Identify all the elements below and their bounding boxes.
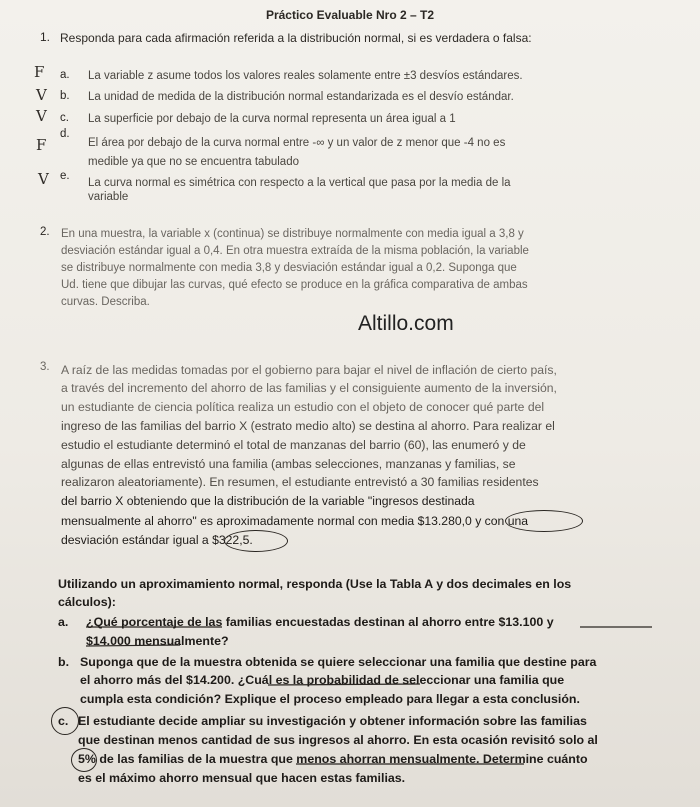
q1-e-text-2: variable (88, 191, 129, 203)
q3-line-10: desviación estándar igual a $322,5. (61, 533, 253, 547)
q3-line-6: algunas de ellas entrevistó una familia (ambas selecciones, manzanas y familias, se (61, 457, 516, 471)
q3-c-text-3: 5% de las familias de la muestra que menos ahorran mensualmente. Determine cuánto (78, 752, 588, 766)
watermark-text: Altillo.com (358, 312, 454, 335)
q3-c-text-4: es el máximo ahorro mensual que hacen estas familias. (78, 771, 406, 785)
q2-line-2: desviación estándar igual a 0,4. En otra muestra extraída de la misma población, la variable (61, 245, 529, 257)
q3-b-text-3: cumpla esta condición? Explique el proceso empleado para llegar a esta conclusión. (80, 692, 580, 706)
page-title: Práctico Evaluable Nro 2 – T2 (265, 8, 435, 22)
q3-b-text-2: el ahorro más del $14.200. ¿Cuál es la probabilidad de seleccionar una familia que (80, 673, 565, 687)
q2-line-5: curvas. Describa. (61, 296, 150, 308)
q2-line-4: Ud. tiene que dibujar las curvas, qué efecto se produce en la gráfica comparativa de ambas (61, 279, 528, 291)
q3-c-letter: c. (58, 714, 69, 728)
q1-c-mark: V (36, 107, 47, 125)
q1-d-text-2: medible ya que no se encuentra tabulado (88, 156, 299, 168)
q3-line-7: realizaron aleatoriamente). En resumen, el estudiante entrevistó a 30 familias residentes (61, 475, 539, 489)
q3-b-text-1: Suponga que de la muestra obtenida se quiere seleccionar una familia que destine para (80, 655, 597, 669)
q1-b-letter: b. (60, 90, 70, 102)
q3-line-1: A raíz de las medidas tomadas por el gobierno para bajar el nivel de inflación de cierto país, (61, 363, 557, 377)
q2-line-1: En una muestra, la variable x (continua) se distribuye normalmente con media igual a 3,8 y (61, 228, 524, 240)
q1-d-letter: d. (60, 128, 70, 140)
q3-a-text-1: ¿Qué porcentaje de las familias encuestadas destinan al ahorro entre $13.100 y (86, 615, 554, 629)
q1-a-text: La variable z asume todos los valores reales solamente entre ±3 desvíos estándares. (88, 70, 523, 82)
q3-a-text-2: $14.000 mensualmente? (86, 634, 229, 648)
q3-c-text-2: que destinan menos cantidad de sus ingresos al ahorro. En esta ocasión revisitó solo al (78, 733, 598, 747)
q3-a-letter: a. (58, 615, 69, 629)
q1-c-letter: c. (60, 112, 69, 124)
q1-e-mark: V (38, 170, 49, 188)
q2-line-3: se distribuye normalmente con media 3,8 y desviación estándar igual a 0,2. Suponga que (61, 262, 517, 274)
q3-line-5: estudio el estudiante determinó el total de manzanas del barrio (60), las enumeró y de (61, 438, 526, 452)
q1-a-mark: F (34, 63, 45, 81)
q3-line-2: a través del incremento del ahorro de las familias y el consiguiente aumento de la inversión, (61, 381, 557, 395)
q1-number: 1. (40, 30, 51, 44)
q1-prompt: Responda para cada afirmación referida a la distribución normal, si es verdadera o falsa: (60, 31, 532, 45)
q1-e-letter: e. (60, 170, 70, 182)
q3-instruction-2: cálculos): (58, 595, 116, 609)
q3-c-text-1: El estudiante decide ampliar su investigación y obtener información sobre las familias (78, 714, 587, 728)
q3-line-8: del barrio X obteniendo que la distribución de la variable "ingresos destinada (61, 494, 475, 508)
q1-a-letter: a. (60, 69, 70, 81)
q3-line-4: ingreso de las familias del barrio X (estrato medio alto) se destina al ahorro. Para realizar el (61, 419, 555, 433)
q1-e-text-1: La curva normal es simétrica con respecto a la vertical que pasa por la media de la (88, 177, 511, 189)
q1-b-text: La unidad de medida de la distribución normal estandarizada es el desvío estándar. (88, 91, 514, 103)
q1-d-mark: F (36, 136, 47, 154)
q3-number: 3. (40, 361, 50, 373)
q3-line-9: mensualmente al ahorro" es aproximadamente normal con media $13.280,0 y con una (61, 514, 529, 528)
q3-line-3: un estudiante de ciencia política realiza un estudio con el objeto de conocer qué parte del (61, 400, 545, 414)
q3-b-letter: b. (58, 655, 70, 669)
q1-c-text: La superficie por debajo de la curva normal representa un área igual a 1 (88, 113, 456, 125)
q1-d-text-1: El área por debajo de la curva normal entre -∞ y un valor de z menor que -4 no es (88, 137, 506, 149)
q2-number: 2. (40, 226, 50, 238)
q3-instruction-1: Utilizando un aproximamiento normal, responda (Use la Tabla A y dos decimales en los (58, 577, 572, 591)
q1-b-mark: V (36, 86, 47, 104)
